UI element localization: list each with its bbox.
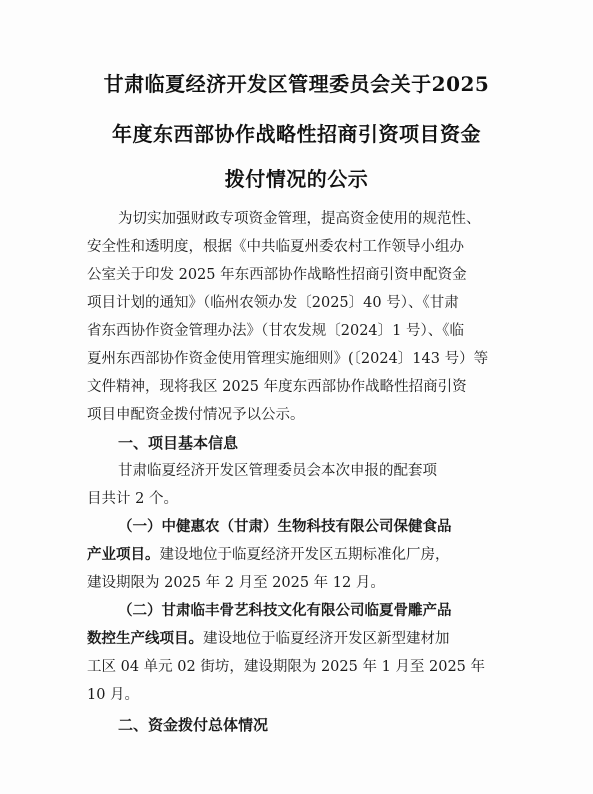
document-title-line-2: 年度东西部协作战略性招商引资项目资金 (112, 122, 481, 146)
intro-line-7: 文件精神，现将我区 2025 年度东西部协作战略性招商引资 (87, 379, 467, 395)
item-1-title-line-2: 产业项目。 (87, 546, 160, 563)
intro-line-5: 省东西协作资金管理办法》（甘农发规〔2024〕1 号）、《临 (87, 323, 464, 339)
item-1-line-2 (87, 548, 450, 563)
item-1-title-line-1: （一）中健惠农（甘肃）生物科技有限公司保健食品 (118, 518, 452, 535)
item-1-desc-line-2: 建设期限为 2025 年 2 月至 2025 年 12 月。 (87, 575, 385, 591)
item-2-line-2 (87, 632, 450, 647)
section-1-summary-line-2: 目共计 2 个。 (87, 491, 178, 507)
section-1-summary-line-1: 甘肃临夏经济开发区管理委员会本次申报的配套项 (118, 463, 437, 479)
document-title-line-3: 拨付情况的公示 (224, 167, 369, 191)
item-2-desc-line-2: 工区 04 单元 02 街坊，建设期限为 2025 年 1 月至 2025 年 (87, 659, 486, 675)
intro-line-4: 项目计划的通知》（临州农领办发〔2025〕40 号）、《甘肃 (87, 295, 459, 311)
intro-line-8: 项目申配资金拨付情况予以公示。 (87, 407, 305, 423)
intro-line-3: 公室关于印发 2025 年东西部协作战略性招商引资申配资金 (87, 267, 467, 283)
section-2-heading: 二、资金拨付总体情况 (118, 716, 269, 734)
intro-line-6: 夏州东西部协作资金使用管理实施细则》(〔2024〕143 号）等 (87, 351, 489, 367)
item-2-desc-line-3: 10 月。 (87, 687, 140, 703)
item-2-title-line-2: 数控生产线项目。 (87, 630, 203, 647)
item-2-desc-line-1: 建设地位于临夏经济开发区新型建材加 (203, 631, 450, 647)
intro-line-1: 为切实加强财政专项资金管理，提高资金使用的规范性、 (118, 211, 481, 227)
document-title-line-1: 甘肃临夏经济开发区管理委员会关于2025 (103, 72, 490, 96)
item-2-title-line-1: （二）甘肃临丰骨艺科技文化有限公司临夏骨雕产品 (118, 602, 452, 619)
section-1-heading: 一、项目基本信息 (118, 434, 239, 452)
intro-line-2: 安全性和透明度，根据《中共临夏州委农村工作领导小组办 (87, 239, 464, 255)
item-1-desc-line-1: 建设地位于临夏经济开发区五期标准化厂房， (159, 547, 450, 563)
